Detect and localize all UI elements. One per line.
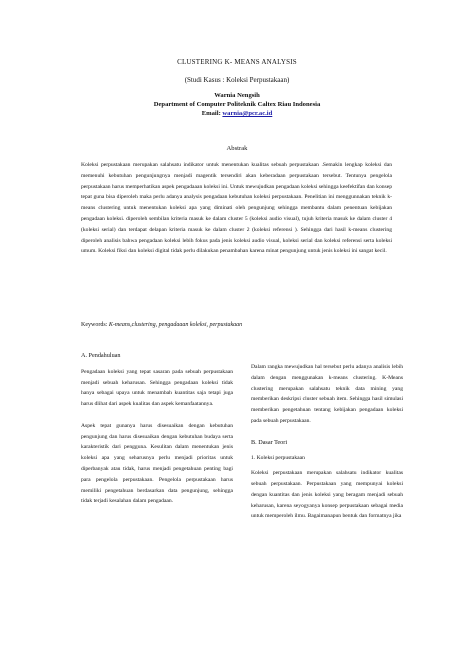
left-column: [81, 351, 233, 507]
keywords-list: K-means,clustering, pengadaaan koleksi, perpustakaan: [108, 322, 243, 328]
right-paragraph-1: Dalam rangka mewujudkan hal tersebut perlu adanya analisis lebih dalam dengan menggunakan k-means clustering. K-Means clustering merupakan salahsatu teknik data mining yang memberikan deskripsi cluster sebuah item. Sehingga hasil simulasi memberikan pengetahuan tentang kebijakan pengadaan koleksi pada sebuah perpustakaan.: [251, 364, 403, 424]
paper-subtitle: (Studi Kasus : Koleksi Perpustakaan): [184, 76, 290, 84]
section-heading-b: B. Dasar Teori: [251, 438, 288, 446]
right-paragraph-2: Koleksi perpustakaan merupakan salahsatu indikator kualitas sebuah perpustakaan. Perpustakaan yang mempunyai koleksi dengan kuantitas dan jenis koleksi yang beragam menjadi sebuah keharusan, karena seyogyanya konsep perpustakaan sebagai media untuk memperoleh ilmu. Bagaimanapun bentuk dan formatnya jika: [251, 470, 403, 520]
subsection-heading-1: 1. Koleksi perpustakaan: [251, 455, 305, 462]
abstract-heading: Abstrak: [226, 145, 248, 152]
abstract-text: Koleksi perpustakaan merupakan salahsatu indikator untuk menentukan kualitas sebuah perpustakaan .Semakin lengkap koleksi dan memenuhi kebutuhan pengunjungnya menjadi magentik tersendiri akan keberadaan perpustakaan tersebut. Tentunya pengelola perpustakaan harus memperhatikan aspek pengadaaan koleksi ini. Untuk mewujudkan pengadaan koleksi sehingga keefektifan dan konsep tepat guna bisa diperoleh maka perlu adanya analysis pengadaan kebutuhan koleksi perpustakaan. Penelitian ini menggunnakan teknik k-means clustering untuk menentukan koleksi apa yang diminati oleh pengunjung sehingga membantu dalam penentuan kebijakan pengadaan koleksi. diperoleh sembilan kriteria masuk ke dalam cluster 5 (koleksi audio visual), tujuh kriteria masuk ke dalam cluster 4 (koleksi serial) dan terdapat delapan kriteria masuk ke dalam cluster 2 (koleksi referensi ). Sehingga dari hasil k-means clustering diperoleh analisis bahwa pengadaan koleksi lebih fokus pada jenis koleksi audio visual, koleksi serial dan koleksi referensi serta koleksi umum. Koleksi fiksi dan koleksi digital tidak perlu dilakukan penambahan karena minat pengunjung untuk jenis koleksi ini sangat kecil.: [81, 162, 392, 255]
right-column: [251, 362, 403, 522]
author-affiliation: Department of Computer Politeknik Caltex Riau Indonesia: [153, 101, 321, 108]
email-label: Email:: [201, 110, 223, 117]
keywords-line: [81, 322, 392, 328]
email-link[interactable]: warnia@pcr.ac.id: [222, 110, 273, 117]
left-paragraph-2: Aspek tepat gunanya harus disesuaikan dengan kebutuhan pengunjung dan harus disesuaikan dengan kebutuhan budaya serta karakteristik dari pengguna. Kesulitan dalam menentukan jenis koleksi apa yang seharusnya perlu menjadi prioritas untuk diperbanyak atau tidak, harus menjadi pengetahuan penting bagi para pengelola perpustakaan. Pengelola perpustakaan harus memiliki pengetahuan berdasarkan data pengunjung, sehingga tidak terjadi kesalahan dalam pengadaan.: [81, 422, 233, 505]
author-name: Warnia Nengsih: [214, 92, 260, 99]
left-paragraph-1: Pengadaan koleksi yang tepat sasaran pada sebuah perpustakaan menjadi sebuah keharusan. Sehingga pengadaan koleksi tidak hanya sebagai upaya untuk menambah kuantitas saja tetapi juga harus dlihat dari aspek kualitas dan aspek kemanfaatannya.: [81, 368, 233, 408]
author-block: [0, 91, 474, 118]
paper-title: CLUSTERING K- MEANS ANALYSIS: [177, 58, 297, 66]
section-heading-a: A. Pendahuluan: [81, 352, 121, 359]
author-email-line: [0, 109, 474, 118]
keywords-label: Keywords:: [81, 322, 109, 328]
